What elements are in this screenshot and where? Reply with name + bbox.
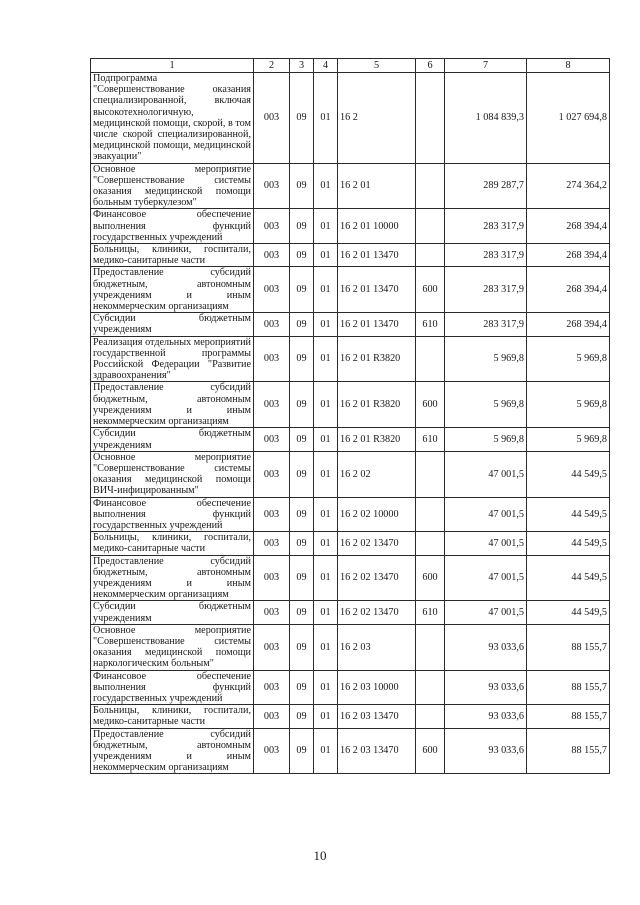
table-row bbox=[91, 267, 610, 313]
cell-amount-2: 88 155,7 bbox=[527, 624, 610, 670]
cell-amount-2: 88 155,7 bbox=[527, 728, 610, 774]
cell-amount-1: 5 969,8 bbox=[445, 336, 527, 382]
cell-code: 003 bbox=[254, 728, 290, 774]
cell-name: Финансовое обеспечение выполнения функций государственных учреждений bbox=[91, 670, 254, 705]
cell-name: Основное мероприятие "Совершенствование системы оказания медицинской помощи ВИЧ-инфицированным" bbox=[91, 451, 254, 497]
cell-code: 003 bbox=[254, 244, 290, 267]
cell-target-article: 16 2 01 13470 bbox=[338, 267, 416, 313]
column-header: 6 bbox=[416, 59, 445, 73]
table-row bbox=[91, 336, 610, 382]
cell-target-article: 16 2 01 10000 bbox=[338, 209, 416, 244]
cell-subsection: 01 bbox=[314, 244, 338, 267]
cell-section: 09 bbox=[290, 497, 314, 532]
cell-code: 003 bbox=[254, 267, 290, 313]
cell-expense-type bbox=[416, 336, 445, 382]
cell-section: 09 bbox=[290, 336, 314, 382]
cell-name: Основное мероприятие "Совершенствование системы оказания медицинской помощи больным туберкулезом" bbox=[91, 163, 254, 209]
cell-code: 003 bbox=[254, 601, 290, 624]
cell-amount-1: 47 001,5 bbox=[445, 532, 527, 555]
cell-target-article: 16 2 02 bbox=[338, 451, 416, 497]
cell-section: 09 bbox=[290, 73, 314, 164]
cell-subsection: 01 bbox=[314, 728, 338, 774]
cell-code: 003 bbox=[254, 705, 290, 728]
cell-code: 003 bbox=[254, 382, 290, 428]
cell-amount-2: 5 969,8 bbox=[527, 428, 610, 451]
cell-amount-1: 47 001,5 bbox=[445, 451, 527, 497]
cell-code: 003 bbox=[254, 163, 290, 209]
cell-amount-1: 283 317,9 bbox=[445, 267, 527, 313]
budget-table bbox=[90, 58, 610, 774]
cell-amount-1: 283 317,9 bbox=[445, 209, 527, 244]
cell-target-article: 16 2 03 bbox=[338, 624, 416, 670]
cell-target-article: 16 2 02 13470 bbox=[338, 532, 416, 555]
column-header: 3 bbox=[290, 59, 314, 73]
table-row bbox=[91, 451, 610, 497]
cell-amount-1: 93 033,6 bbox=[445, 624, 527, 670]
column-header: 4 bbox=[314, 59, 338, 73]
cell-name: Финансовое обеспечение выполнения функций государственных учреждений bbox=[91, 497, 254, 532]
table-row bbox=[91, 244, 610, 267]
cell-target-article: 16 2 01 R3820 bbox=[338, 382, 416, 428]
cell-name: Предоставление субсидий бюджетным, автономным учреждениям и иным некоммерческим организациям bbox=[91, 267, 254, 313]
cell-subsection: 01 bbox=[314, 73, 338, 164]
cell-name: Больницы, клиники, госпитали, медико-санитарные части bbox=[91, 532, 254, 555]
column-header: 2 bbox=[254, 59, 290, 73]
table-row bbox=[91, 313, 610, 336]
cell-expense-type: 610 bbox=[416, 601, 445, 624]
cell-amount-1: 283 317,9 bbox=[445, 313, 527, 336]
cell-name: Основное мероприятие "Совершенствование системы оказания медицинской помощи наркологическим больным" bbox=[91, 624, 254, 670]
table-row bbox=[91, 532, 610, 555]
cell-code: 003 bbox=[254, 428, 290, 451]
cell-section: 09 bbox=[290, 244, 314, 267]
cell-subsection: 01 bbox=[314, 497, 338, 532]
cell-target-article: 16 2 01 R3820 bbox=[338, 336, 416, 382]
cell-code: 003 bbox=[254, 209, 290, 244]
cell-amount-1: 47 001,5 bbox=[445, 497, 527, 532]
header-row bbox=[91, 59, 610, 73]
cell-name: Предоставление субсидий бюджетным, автономным учреждениям и иным некоммерческим организациям bbox=[91, 382, 254, 428]
table-row bbox=[91, 209, 610, 244]
cell-expense-type bbox=[416, 497, 445, 532]
cell-section: 09 bbox=[290, 670, 314, 705]
cell-subsection: 01 bbox=[314, 209, 338, 244]
cell-target-article: 16 2 03 10000 bbox=[338, 670, 416, 705]
cell-subsection: 01 bbox=[314, 163, 338, 209]
cell-subsection: 01 bbox=[314, 428, 338, 451]
cell-section: 09 bbox=[290, 209, 314, 244]
cell-name: Реализация отдельных мероприятий государственной программы Российской Федерации "Развитие здравоохранения" bbox=[91, 336, 254, 382]
cell-amount-1: 5 969,8 bbox=[445, 382, 527, 428]
cell-name: Субсидии бюджетным учреждениям bbox=[91, 313, 254, 336]
cell-target-article: 16 2 03 13470 bbox=[338, 728, 416, 774]
cell-amount-2: 88 155,7 bbox=[527, 670, 610, 705]
cell-amount-1: 47 001,5 bbox=[445, 601, 527, 624]
cell-subsection: 01 bbox=[314, 267, 338, 313]
column-header: 7 bbox=[445, 59, 527, 73]
cell-code: 003 bbox=[254, 451, 290, 497]
cell-code: 003 bbox=[254, 497, 290, 532]
cell-subsection: 01 bbox=[314, 705, 338, 728]
cell-name: Предоставление субсидий бюджетным, автономным учреждениям и иным некоммерческим организациям bbox=[91, 555, 254, 601]
cell-name: Финансовое обеспечение выполнения функций государственных учреждений bbox=[91, 209, 254, 244]
cell-target-article: 16 2 02 10000 bbox=[338, 497, 416, 532]
cell-code: 003 bbox=[254, 313, 290, 336]
table-row bbox=[91, 601, 610, 624]
cell-section: 09 bbox=[290, 451, 314, 497]
cell-subsection: 01 bbox=[314, 670, 338, 705]
cell-amount-2: 268 394,4 bbox=[527, 244, 610, 267]
cell-target-article: 16 2 01 13470 bbox=[338, 313, 416, 336]
cell-section: 09 bbox=[290, 313, 314, 336]
cell-target-article: 16 2 02 13470 bbox=[338, 555, 416, 601]
cell-target-article: 16 2 01 R3820 bbox=[338, 428, 416, 451]
cell-expense-type bbox=[416, 73, 445, 164]
table-row bbox=[91, 497, 610, 532]
cell-target-article: 16 2 03 13470 bbox=[338, 705, 416, 728]
cell-expense-type bbox=[416, 209, 445, 244]
cell-code: 003 bbox=[254, 624, 290, 670]
table-row bbox=[91, 705, 610, 728]
cell-subsection: 01 bbox=[314, 382, 338, 428]
table-row bbox=[91, 428, 610, 451]
cell-amount-2: 5 969,8 bbox=[527, 336, 610, 382]
cell-amount-2: 44 549,5 bbox=[527, 555, 610, 601]
cell-amount-2: 268 394,4 bbox=[527, 313, 610, 336]
cell-expense-type bbox=[416, 451, 445, 497]
cell-code: 003 bbox=[254, 336, 290, 382]
cell-amount-1: 1 084 839,3 bbox=[445, 73, 527, 164]
cell-name: Субсидии бюджетным учреждениям bbox=[91, 601, 254, 624]
cell-amount-1: 93 033,6 bbox=[445, 728, 527, 774]
cell-code: 003 bbox=[254, 532, 290, 555]
table-row bbox=[91, 555, 610, 601]
cell-target-article: 16 2 01 13470 bbox=[338, 244, 416, 267]
cell-subsection: 01 bbox=[314, 336, 338, 382]
cell-subsection: 01 bbox=[314, 601, 338, 624]
cell-amount-1: 93 033,6 bbox=[445, 705, 527, 728]
cell-name: Подпрограмма "Совершенствование оказания специализированной, включая высокотехнологичную, медицинской помощи, скорой, в том числе скорой специализированной, медицинской помощи, медицинской эвакуации" bbox=[91, 73, 254, 164]
cell-name: Больницы, клиники, госпитали, медико-санитарные части bbox=[91, 244, 254, 267]
cell-code: 003 bbox=[254, 670, 290, 705]
cell-amount-1: 289 287,7 bbox=[445, 163, 527, 209]
cell-target-article: 16 2 bbox=[338, 73, 416, 164]
cell-expense-type: 600 bbox=[416, 555, 445, 601]
cell-section: 09 bbox=[290, 624, 314, 670]
cell-target-article: 16 2 02 13470 bbox=[338, 601, 416, 624]
cell-amount-1: 283 317,9 bbox=[445, 244, 527, 267]
cell-expense-type bbox=[416, 244, 445, 267]
cell-name: Больницы, клиники, госпитали, медико-санитарные части bbox=[91, 705, 254, 728]
cell-expense-type: 610 bbox=[416, 428, 445, 451]
table-row bbox=[91, 624, 610, 670]
cell-section: 09 bbox=[290, 601, 314, 624]
cell-section: 09 bbox=[290, 705, 314, 728]
cell-subsection: 01 bbox=[314, 555, 338, 601]
cell-subsection: 01 bbox=[314, 624, 338, 670]
cell-amount-2: 44 549,5 bbox=[527, 451, 610, 497]
cell-expense-type bbox=[416, 705, 445, 728]
cell-amount-1: 93 033,6 bbox=[445, 670, 527, 705]
cell-section: 09 bbox=[290, 555, 314, 601]
cell-section: 09 bbox=[290, 163, 314, 209]
cell-expense-type bbox=[416, 163, 445, 209]
table-row bbox=[91, 382, 610, 428]
cell-target-article: 16 2 01 bbox=[338, 163, 416, 209]
cell-amount-1: 5 969,8 bbox=[445, 428, 527, 451]
cell-subsection: 01 bbox=[314, 313, 338, 336]
cell-amount-2: 44 549,5 bbox=[527, 601, 610, 624]
cell-expense-type bbox=[416, 670, 445, 705]
column-header: 5 bbox=[338, 59, 416, 73]
table-row bbox=[91, 670, 610, 705]
cell-expense-type: 600 bbox=[416, 267, 445, 313]
cell-expense-type: 600 bbox=[416, 728, 445, 774]
cell-section: 09 bbox=[290, 428, 314, 451]
cell-expense-type: 610 bbox=[416, 313, 445, 336]
cell-expense-type bbox=[416, 624, 445, 670]
cell-subsection: 01 bbox=[314, 451, 338, 497]
page-number: 10 bbox=[313, 848, 327, 863]
table-body bbox=[91, 73, 610, 774]
cell-section: 09 bbox=[290, 728, 314, 774]
cell-section: 09 bbox=[290, 382, 314, 428]
cell-name: Предоставление субсидий бюджетным, автономным учреждениям и иным некоммерческим организациям bbox=[91, 728, 254, 774]
cell-amount-2: 274 364,2 bbox=[527, 163, 610, 209]
column-header: 8 bbox=[527, 59, 610, 73]
table-row bbox=[91, 73, 610, 164]
cell-amount-2: 1 027 694,8 bbox=[527, 73, 610, 164]
column-header: 1 bbox=[91, 59, 254, 73]
cell-expense-type: 600 bbox=[416, 382, 445, 428]
cell-expense-type bbox=[416, 532, 445, 555]
cell-name: Субсидии бюджетным учреждениям bbox=[91, 428, 254, 451]
cell-section: 09 bbox=[290, 532, 314, 555]
cell-amount-2: 268 394,4 bbox=[527, 267, 610, 313]
table-row bbox=[91, 163, 610, 209]
cell-code: 003 bbox=[254, 73, 290, 164]
cell-amount-2: 44 549,5 bbox=[527, 497, 610, 532]
table-row bbox=[91, 728, 610, 774]
cell-section: 09 bbox=[290, 267, 314, 313]
cell-amount-1: 47 001,5 bbox=[445, 555, 527, 601]
cell-amount-2: 268 394,4 bbox=[527, 209, 610, 244]
cell-amount-2: 44 549,5 bbox=[527, 532, 610, 555]
cell-amount-2: 88 155,7 bbox=[527, 705, 610, 728]
cell-code: 003 bbox=[254, 555, 290, 601]
cell-amount-2: 5 969,8 bbox=[527, 382, 610, 428]
cell-subsection: 01 bbox=[314, 532, 338, 555]
